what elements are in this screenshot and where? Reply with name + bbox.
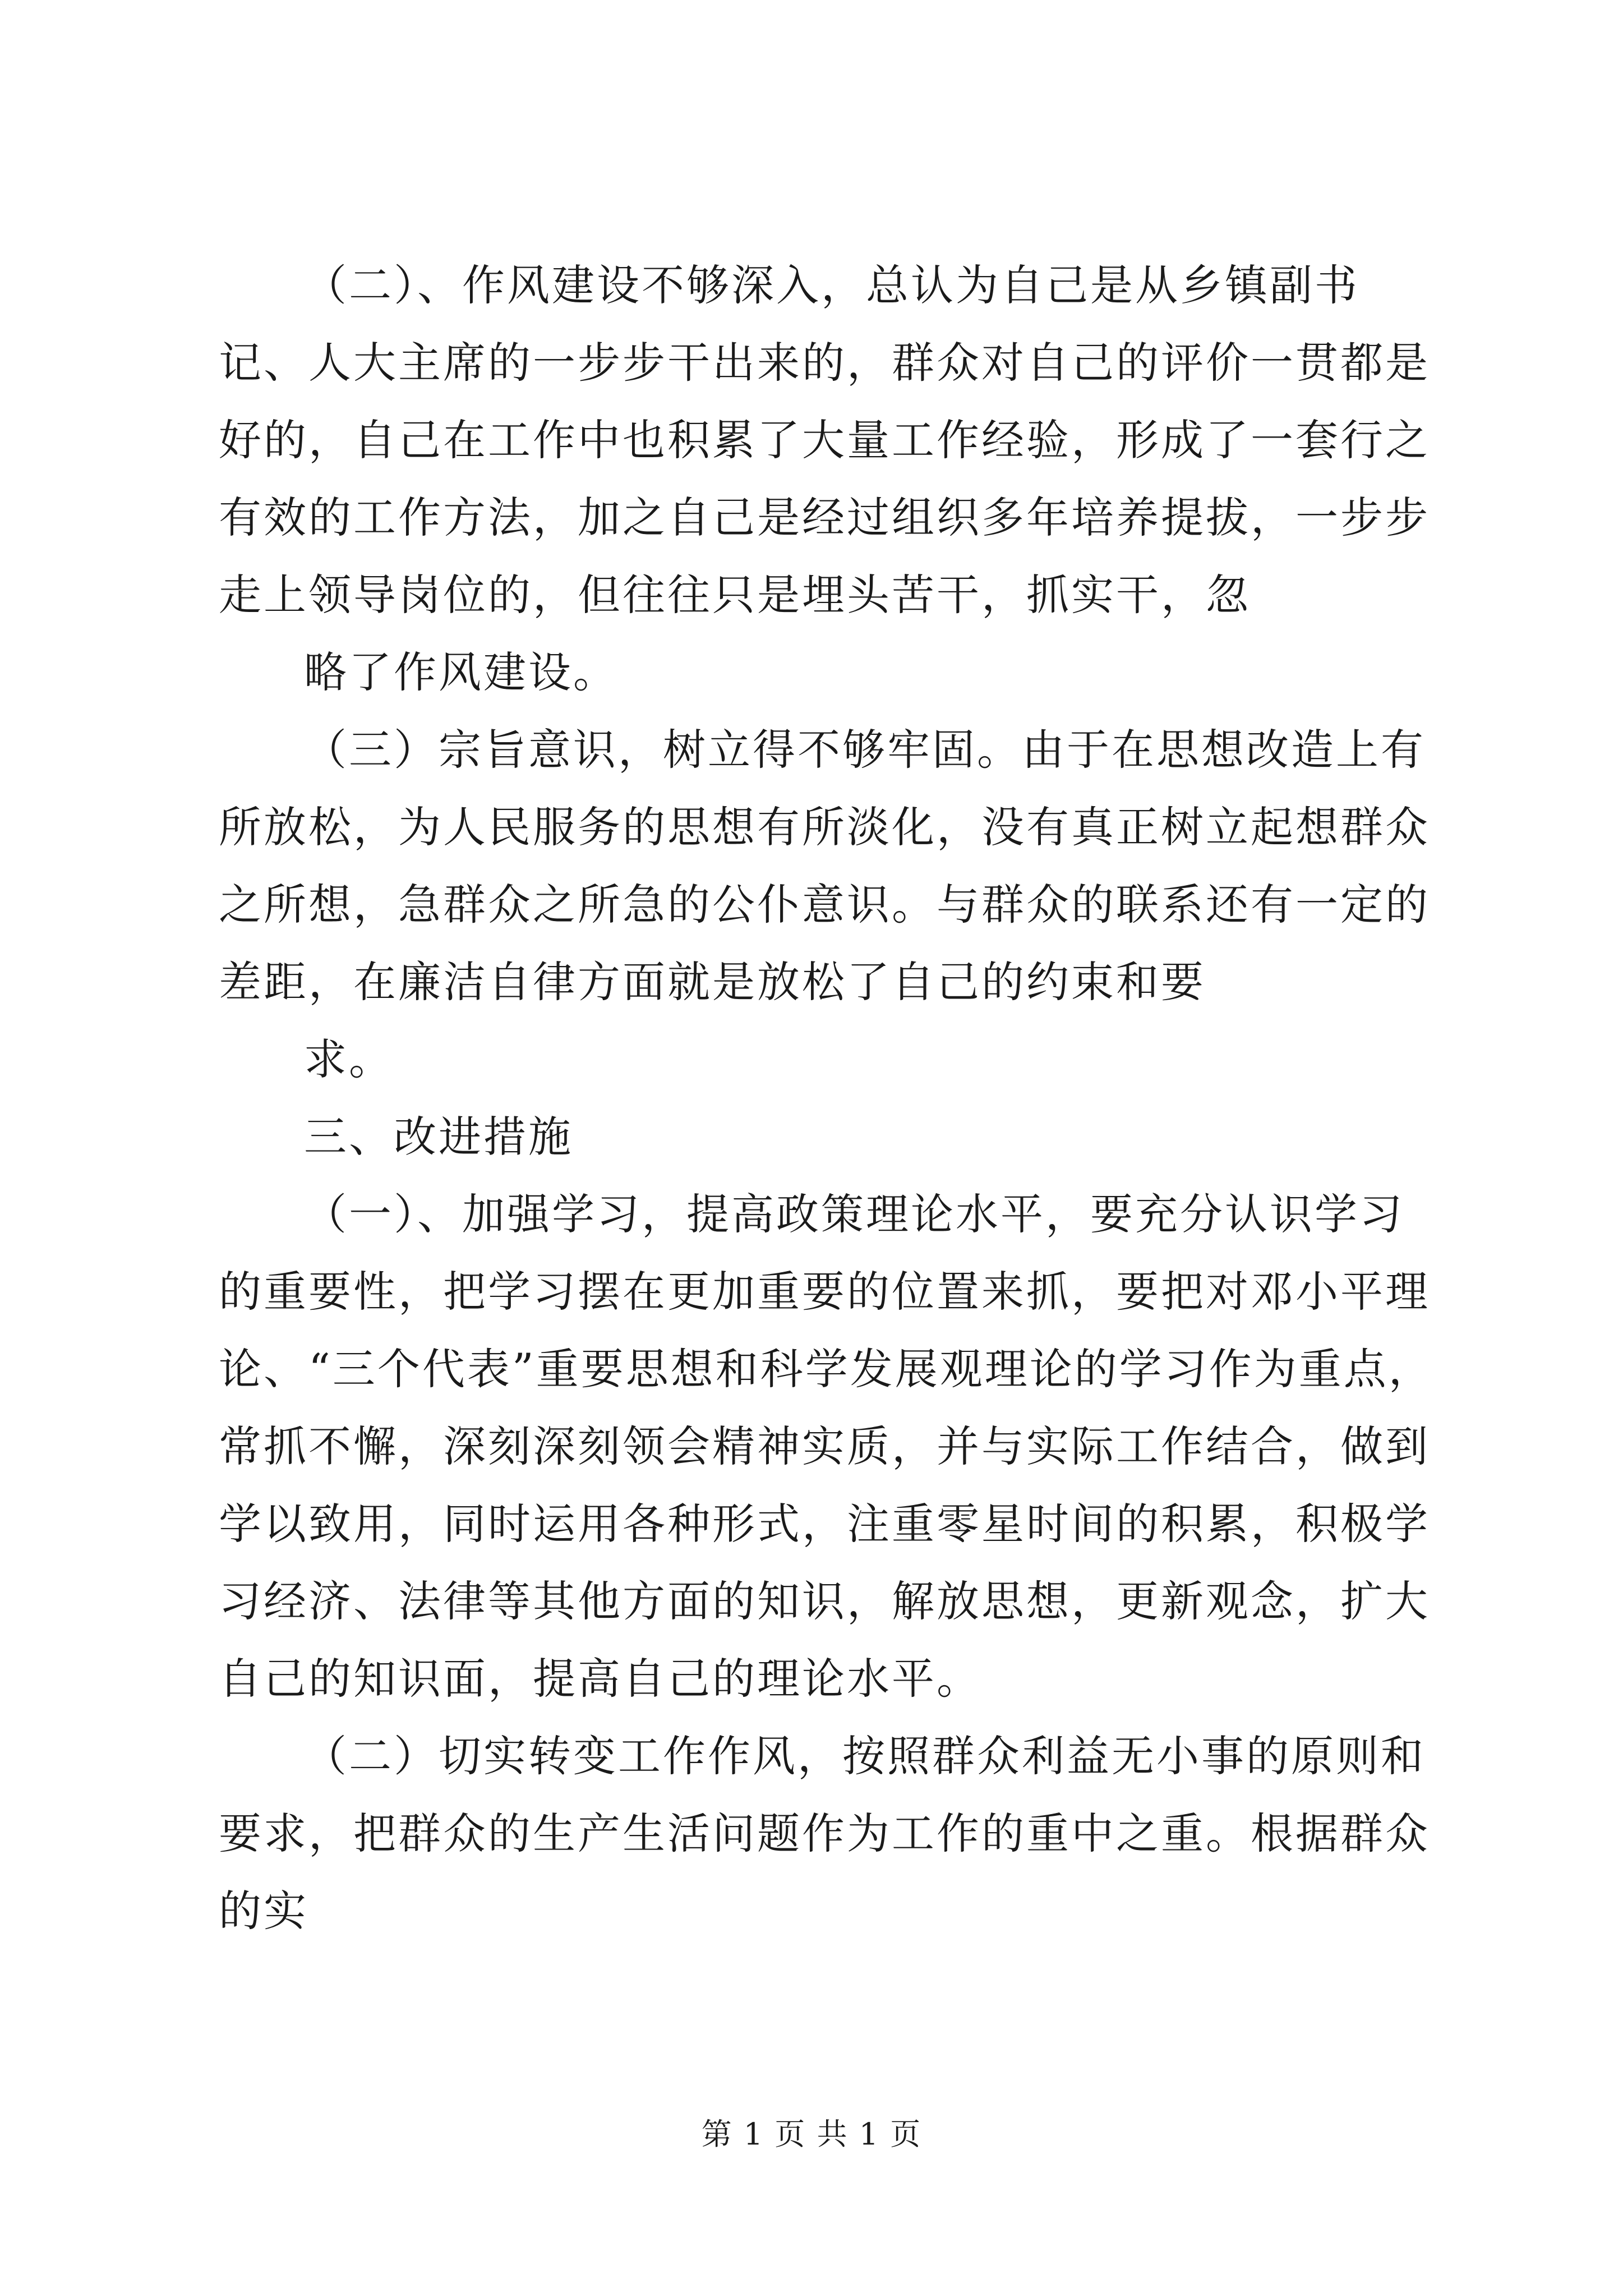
section-heading-improvement-measures: 三、改进措施 [304, 1112, 573, 1162]
paragraph-work-style-continued: 略了作风建设。 [304, 647, 618, 697]
paragraph-change-work-style: （二）切实转变工作作风，按照群众利益无小事的原则和要求，把群众的生产生活问题作为工作的重中之重。根据群众的实 [219, 1731, 1430, 1936]
paragraph-purpose-awareness: （三）宗旨意识，树立得不够牢固。由于在思想改造上有所放松，为人民服务的思想有所淡化，没有真正树立起想群众之所想，急群众之所急的公仆意识。与群众的联系还有一定的差距，在廉洁自律方面就是放松了自己的约束和要 [219, 725, 1430, 1007]
paragraph-strengthen-study: （一）、加强学习，提高政策理论水平，要充分认识学习的重要性，把学习摆在更加重要的位置来抓，要把对邓小平理论、“三个代表”重要思想和科学发展观理论的学习作为重点，常抓不懈，深刻深刻领会精神实质，并与实际工作结合，做到学以致用，同时运用各种形式，注重零星时间的积累，积极学习经济、法律等其他方面的知识，解放思想，更新观念，扩大自己的知识面，提高自己的理论水平。 [219, 1189, 1433, 1704]
document-body [219, 247, 1441, 1950]
page-number-footer: 第 1 页 共 1 页 [701, 2116, 922, 2152]
paragraph-work-style: （二）、作风建设不够深入，总认为自己是从乡镇副书记、人大主席的一步步干出来的，群众对自己的评价一贯都是好的，自己在工作中也积累了大量工作经验，形成了一套行之有效的工作方法，加之自己是经过组织多年培养提拔，一步步走上领导岗位的，但往往只是埋头苦干，抓实干，忽 [219, 260, 1430, 620]
paragraph-purpose-awareness-continued: 求。 [304, 1034, 394, 1084]
